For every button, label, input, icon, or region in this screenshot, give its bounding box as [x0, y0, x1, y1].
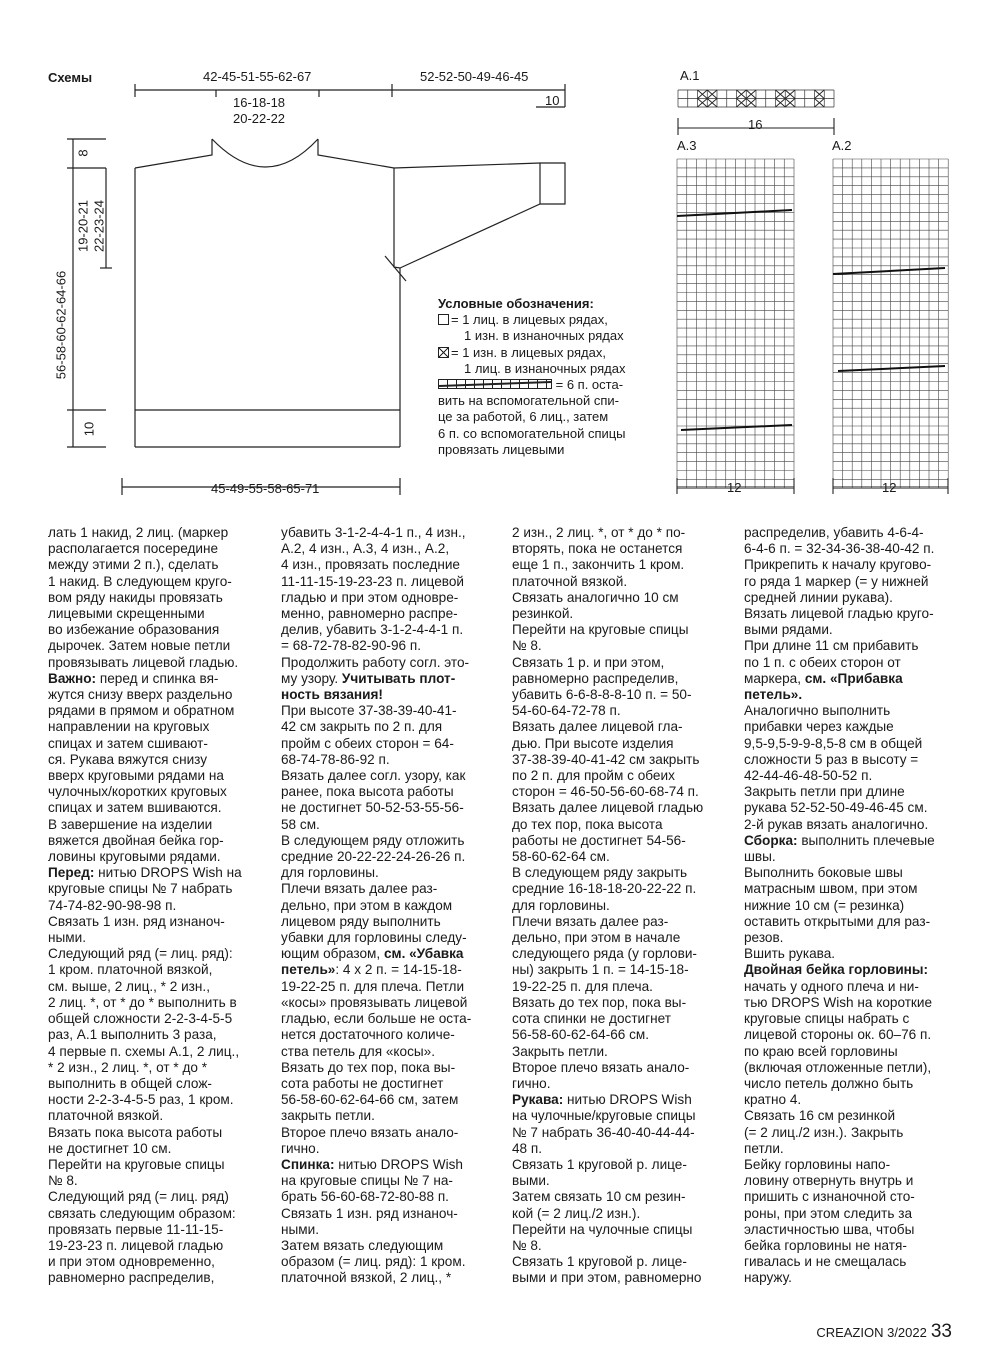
legend-item3-line5: провязать лицевыми: [438, 441, 565, 457]
bold-heading: см. «Убавка петель»: [281, 946, 464, 978]
text-column-4: [744, 525, 968, 1287]
left-shoulder: [135, 139, 212, 168]
legend-item2-line1: = 1 изн. в лицевых рядах,: [451, 344, 606, 360]
chart-a3: [677, 159, 794, 494]
dim-bottom: 45-49-55-58-65-71: [211, 481, 320, 496]
bold-heading: Важно:: [48, 670, 97, 686]
chart-a1-label: A.1: [680, 68, 700, 83]
legend-item3-line3: це за работой, 6 лиц., затем: [438, 409, 609, 425]
bold-heading: Спинка:: [281, 1156, 335, 1172]
dim-neck-1: 16-18-18: [233, 95, 286, 110]
legend-item1-line2: 1 изн. в изнаночных рядах: [464, 328, 624, 344]
chart-a1-width: 16: [748, 117, 763, 132]
paragraph: убавить 3-1-2-4-4-1 п., 4 изн., A.2, 4 изн., A.3, 4 изн., A.2, 4 изн., провязать последние 11-11-15-19-23-23 п. лицевой гладью и при этом одновре- менно, равномерно распре- делив, убавить 3-1-2-4-4-1 п. = 68-72-78-82-90-96 п. Продолжить работу согл. это- му узору.: [281, 525, 470, 686]
dim-shoulder: 8: [75, 149, 91, 157]
knit-symbol-icon: [438, 314, 449, 325]
magazine-issue: CREAZION 3/2022: [816, 1325, 927, 1340]
chart-a2-width: 12: [882, 480, 897, 495]
chart-a2: [833, 159, 948, 494]
purl-symbol-icon: [438, 347, 449, 358]
dim-armhole-2: 22-23-24: [91, 199, 107, 253]
legend-item3-line1: = 6 п. оста-: [555, 377, 624, 393]
paragraph: перед и спинка вя- жутся снизу вверх раздельно рядами в прямом и обратном направлении на круговых спицах и затем сшивают- ся. Рукава вяжутся снизу вверх круговыми рядами на чулочных/коротких круговых спицах и затем вшиваются. В завершение на изделии вяжется двойная бейка гор- ловины круговыми рядами.: [48, 670, 235, 865]
bold-heading: Перед:: [48, 865, 95, 881]
paragraph: начать у одного плеча и ни- тью DROPS Wish на короткие круговые спицы набрать с лицевой стороны ок. 60–76 п. по краю всей горловины (включая отложенные петли), число петель должно быть кратно 4. Связать 16 см резинкой (= 2 лиц./2 изн.). Закрыть петли. Бейку горловины напо- ловину отвернуть внутрь и пришить с изнаночной сто- роны, при этом следить за эластичностью шва, чтобы бейка горловины не натя- гивалась и не смещалась наружу.: [744, 978, 933, 1286]
sleeve-outline: [394, 163, 565, 268]
dim-total-height: 56-58-60-62-64-66: [53, 270, 69, 380]
bold-heading: Сборка:: [744, 832, 798, 848]
text-column-2: [281, 525, 505, 1287]
bold-heading: Рукава:: [512, 1092, 564, 1108]
dim-top-right: 52-52-50-49-46-45: [420, 69, 529, 84]
neck-curve: [212, 139, 318, 167]
chart-a3-width: 12: [727, 480, 742, 495]
paragraph: 2 изн., 2 лиц. *, от * до * по- вторять, пока не останется еще 1 п., закончить 1 кром. платочной вязкой. Связать аналогично 10 см резинкой. Перейти на круговые спицы № 8. Связать 1 р. и при этом, равномерно распределив, убавить 6-6-8-8-8-10 п. = 50- 54-60-64-72-78 п. Вязать далее лицевой гла- дью. При высоте изделия 37-38-39-40-41-42 см закрыть по 2 п. для пройм с обеих сторон = 46-50-56-60-68-74 п. Вязать далее лицевой гладью до тех пор, пока высота работы не достигнет 54-56- 58-60-62-64 см. В следующем ряду закрыть средние 16-18-18-20-22-22 п. для горловины. Плечи вязать далее раз- дельно, при этом в начале следующего ряда (у горлови- ны) закрыть 1 п. = 14-15-18- 19-22-25 п. для плеча. Вязать до тех пор, пока вы- сота спинки не достигнет 56-58-60-62-64-66 см. Закрыть петли. Второе плечо вязать анало- гично.: [512, 525, 704, 1091]
paragraph: Аналогично выполнить прибавки через каждые 9,5-9,5-9-9-8,5-8 см в общей сложности 5 раз в высоту = 42-44-46-48-50-52 п. Закрыть петли при длине рукава 52-52-50-49-46-45 см. 2-й рукав вязать аналогично.: [744, 703, 929, 832]
legend: [438, 296, 670, 458]
legend-item3-line2: вить на вспомогательной спи-: [438, 393, 620, 409]
chart-a2-label: A.2: [832, 138, 852, 153]
paragraph: лать 1 накид, 2 лиц. (маркер располагается посередине между этими 2 п.), сделать 1 накид. В следующем круго- вом ряду накиды провязать лицевыми скрещенными во избежание образования дырочек. Затем новые петли провязывать лицевой гладью.: [48, 525, 239, 670]
bold-heading: Двойная бейка горловины:: [744, 962, 929, 978]
page-number: 33: [930, 1321, 952, 1342]
dim-neck-2: 20-22-22: [233, 111, 286, 126]
paragraph: нитью DROPS Wish на круговые спицы № 7 набрать 74-74-82-90-98-98 п. Связать 1 изн. ряд изнаноч- ными. Следующий ряд (= лиц. ряд): 1 кром. платочной вязкой, см. выше, 2 лиц., * 2 изн., 2 лиц. *, от * до * выполнить в общей сложности 2-2-3-4-5-5 раз, A.1 выполнить 3 раза, 4 первые п. схемы A.1, 2 лиц., * 2 изн., 2 лиц. *, от * до * выполнить в общей слож- ности 2-2-3-4-5-5 раз, 1 кром. платочной вязкой. Вязать пока высота работы не достигнет 10 см. Перейти на круговые спицы № 8. Следующий ряд (= лиц. ряд) связать следующим образом: провязать первые 11-11-15- 19-23-23 п. лицевой гладью и при этом одновременно, равномерно распределив,: [48, 865, 242, 1286]
dim-armhole-1: 19-20-21: [75, 199, 91, 253]
text-column-3: [512, 525, 736, 1287]
legend-item1-line1: = 1 лиц. в лицевых рядах,: [451, 312, 608, 328]
bold-heading: Учитывать плот- ность вязания!: [281, 670, 456, 703]
paragraph: нитью DROPS Wish на круговые спицы № 7 на- брать 56-60-68-72-80-88 п. Связать 1 изн. ряд изнаноч- ными. Затем вязать следующим образом (= лиц. ряд): 1 кром. платочной вязкой, 2 лиц., *: [281, 1156, 466, 1286]
paragraph: : 4 х 2 п. = 14-15-18- 19-22-25 п. для плеча. Петли «косы» провязывать лицевой гладью, если больше не оста- нется достаточного количе- ства петель для «косы». Вязать до тех пор, пока вы- сота работы не достигнет 56-58-60-62-64-66 см, затем закрыть петли. Второе плечо вязать анало- гично.: [281, 962, 472, 1156]
paragraph: выполнить плечевые швы. Выполнить боковые швы матрасным швом, при этом нижние 10 см (= резинка) оставить открытыми для раз- резов. Вшить рукава.: [744, 832, 935, 962]
cable-line: [833, 268, 945, 274]
right-shoulder: [318, 139, 394, 168]
page-footer: [816, 1321, 952, 1343]
legend-item3-line4: 6 п. со вспомогательной спицы: [438, 425, 626, 441]
text-column-1: [48, 525, 272, 1287]
legend-item2-line2: 1 лиц. в изнаночных рядах: [464, 360, 626, 376]
bold-heading: см. «Прибавка петель».: [744, 670, 903, 703]
dim-rib: 10: [81, 421, 97, 437]
dim-top-left: 42-45-51-55-62-67: [203, 69, 312, 84]
paragraph: При высоте 37-38-39-40-41- 42 см закрыть по 2 п. для пройм с обеих сторон = 64- 68-74-78-86-92 п. Вязать далее согл. узору, как ранее, пока высота работы не достигнет 50-52-53-55-56- 58 см. В следующем ряду отложить средние 20-22-22-24-26-26 п. для горловины. Плечи вязать далее раз- дельно, при этом в каждом лицевом ряду выполнить убавки для горловины следу- ющим образом,: [281, 703, 467, 962]
chart-a3-label: A.3: [677, 138, 697, 153]
dim-cuff: 10: [545, 93, 560, 108]
paragraph: нитью DROPS Wish на чулочные/круговые спицы № 7 набрать 36-40-40-44-44- 48 п. Связать 1 круговой р. лице- выми. Затем связать 10 см резин- кой (= 2 лиц./2 изн.). Перейти на чулочные спицы № 8. Связать 1 круговой р. лице- выми и при этом, равномерно: [512, 1092, 702, 1286]
schematic-title: Схемы: [48, 70, 93, 85]
cable-symbol-icon: [438, 379, 552, 389]
legend-title: Условные обозначения:: [438, 296, 594, 311]
paragraph: распределив, убавить 4-6-4- 6-4-6 п. = 32-34-36-38-40-42 п. Прикрепить к началу кругово- го ряда 1 маркер (= у нижней средней линии рукава). Вязать лицевой гладью круго- выми рядами. При длине 11 см прибавить по 1 п. с обеих сторон от маркера,: [744, 525, 935, 686]
